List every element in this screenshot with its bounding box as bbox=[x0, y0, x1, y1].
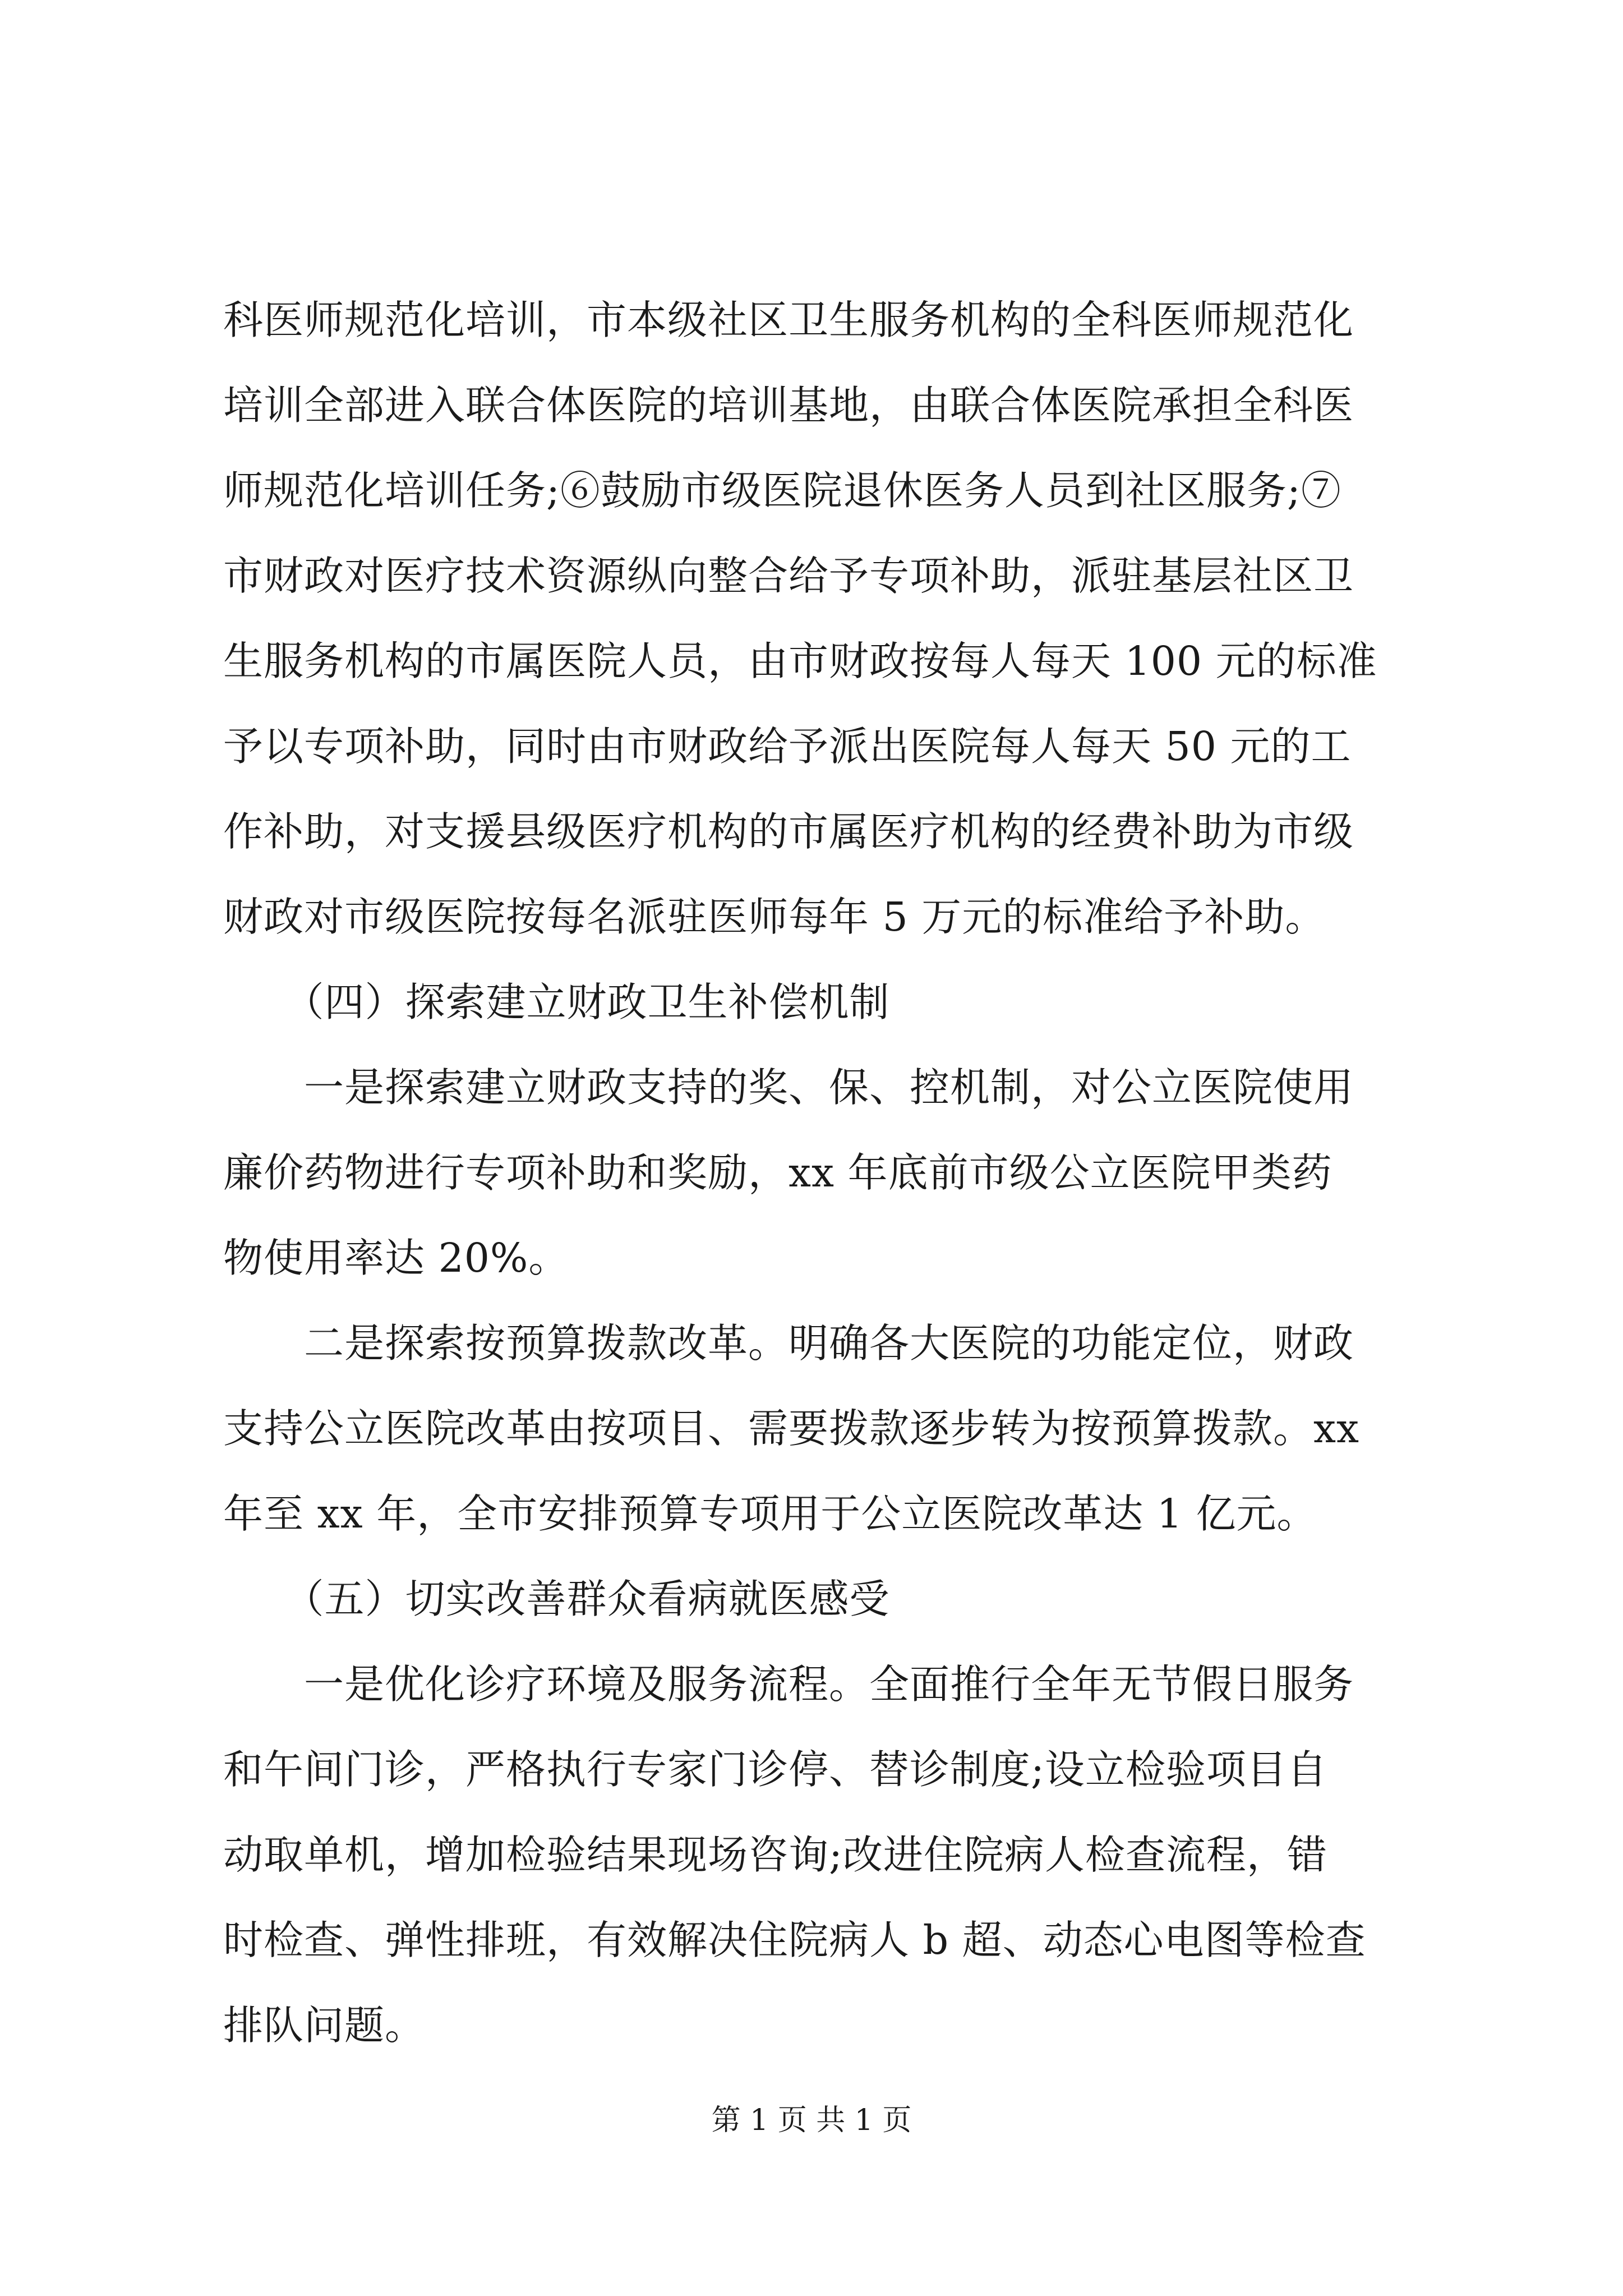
text-line: 财政对市级医院按每名派驻医师每年 5 万元的标准给予补助。 bbox=[223, 894, 1326, 940]
text-line: 一是探索建立财政支持的奖、保、控机制，对公立医院使用 bbox=[223, 1064, 1354, 1111]
text-line: 支持公立医院改革由按项目、需要拨款逐步转为按预算拨款。xx bbox=[223, 1405, 1360, 1452]
text-line: 一是优化诊疗环境及服务流程。全面推行全年无节假日服务 bbox=[223, 1661, 1354, 1708]
text-line: 予以专项补助，同时由市财政给予派出医院每人每天 50 元的工 bbox=[223, 723, 1352, 770]
text-line: 物使用率达 20%。 bbox=[223, 1235, 569, 1281]
text-line: 时检查、弹性排班，有效解决住院病人 b 超、动态心电图等检查 bbox=[223, 1917, 1366, 1963]
text-line: 排队问题。 bbox=[223, 2002, 426, 2049]
text-line: 生服务机构的市属医院人员，由市财政按每人每天 100 元的标准 bbox=[223, 638, 1377, 684]
section-heading: （四）探索建立财政卫生补偿机制 bbox=[223, 979, 890, 1025]
text-line: 科医师规范化培训，市本级社区卫生服务机构的全科医师规范化 bbox=[223, 297, 1354, 343]
text-line: 和午间门诊，严格执行专家门诊停、替诊制度;设立检验项目自 bbox=[223, 1746, 1327, 1793]
text-line: 作补助，对支援县级医疗机构的市属医疗机构的经费补助为市级 bbox=[223, 808, 1354, 855]
text-line: 师规范化培训任务;⑥鼓励市级医院退休医务人员到社区服务;⑦ bbox=[223, 467, 1341, 514]
page-footer: 第 1 页 共 1 页 bbox=[711, 2104, 912, 2137]
body-text bbox=[223, 278, 1423, 2068]
text-line: 市财政对医疗技术资源纵向整合给予专项补助，派驻基层社区卫 bbox=[223, 553, 1354, 599]
text-line: 廉价药物进行专项补助和奖励，xx 年底前市级公立医院甲类药 bbox=[223, 1149, 1332, 1196]
text-line: 年至 xx 年，全市安排预算专项用于公立医院改革达 1 亿元。 bbox=[223, 1490, 1317, 1537]
section-heading: （五）切实改善群众看病就医感受 bbox=[223, 1576, 890, 1622]
text-line: 动取单机，增加检验结果现场咨询;改进住院病人检查流程，错 bbox=[223, 1832, 1327, 1878]
text-line: 二是探索按预算拨款改革。明确各大医院的功能定位，财政 bbox=[223, 1320, 1354, 1366]
text-line: 培训全部进入联合体医院的培训基地，由联合体医院承担全科医 bbox=[223, 382, 1354, 429]
